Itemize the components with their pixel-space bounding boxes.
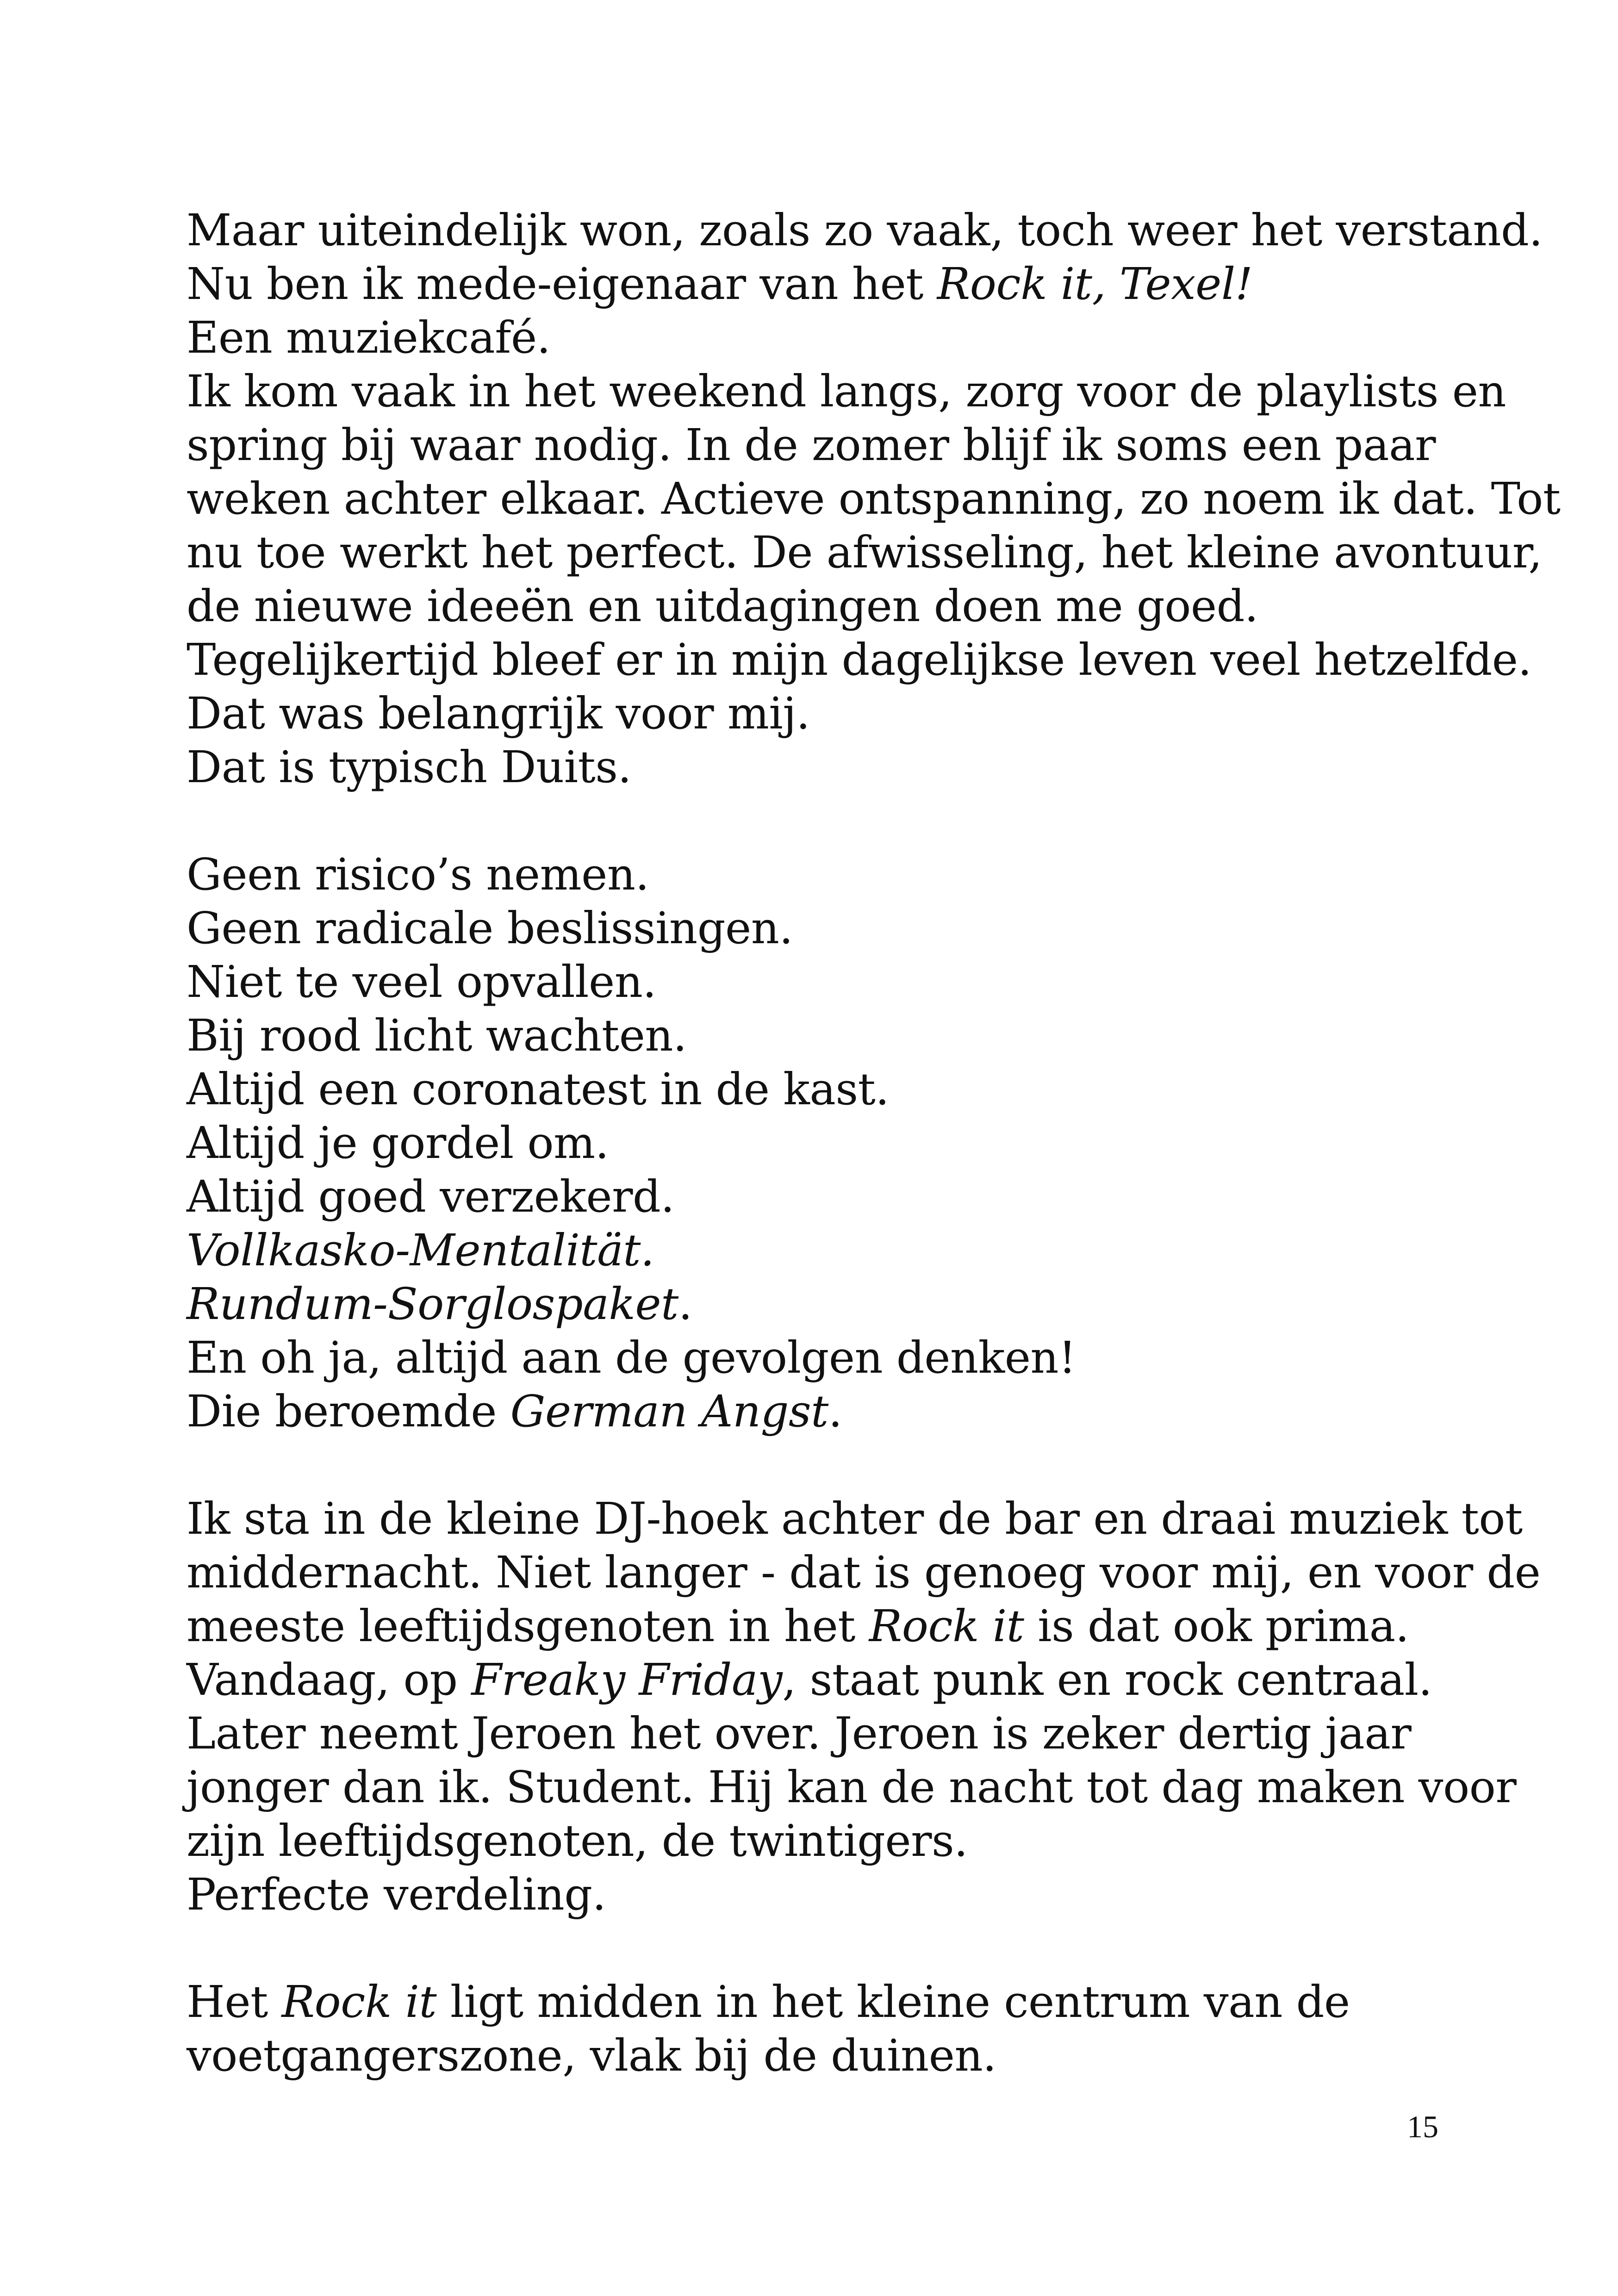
text-run: Perfecte verdeling. <box>187 1869 606 1920</box>
text-line <box>187 1975 1482 2029</box>
text-line <box>187 1116 1482 1170</box>
text-run: Dat was belangrijk voor mij. <box>187 688 810 739</box>
text-line <box>187 633 1532 687</box>
text-run: ligt midden in het kleine centrum van de <box>436 1977 1350 2028</box>
text-run: Altijd je gordel om. <box>187 1118 609 1169</box>
text-run: is dat ook prima. <box>1024 1601 1409 1652</box>
text-run: Een muziekcafé. <box>187 312 551 363</box>
text-line <box>187 311 1482 365</box>
italic-text: Rundum-Sorglospaket <box>187 1279 678 1330</box>
text-line <box>187 1653 1482 1707</box>
text-run: zijn leeftijdsgenoten, de twintigers. <box>187 1816 968 1867</box>
paragraph-gap <box>187 1922 1482 1975</box>
text-line <box>187 579 1482 633</box>
text-line <box>187 1546 1541 1599</box>
text-run: . <box>828 1386 842 1437</box>
paragraph-gap <box>187 1438 1482 1492</box>
text-run: Nu ben ik mede-eigenaar van het <box>187 259 937 310</box>
text-run: de nieuwe ideeën en uitdagingen doen me goed. <box>187 581 1258 632</box>
text-line <box>187 1868 1482 1922</box>
paragraph <box>187 848 1482 1438</box>
text-line <box>187 1009 1482 1063</box>
italic-text: Vollkasko-Mentalität. <box>187 1225 654 1276</box>
body-text <box>187 204 1561 2083</box>
text-line <box>187 1707 1482 1761</box>
text-line <box>187 526 1542 579</box>
paragraph <box>187 204 1561 794</box>
italic-text: Freaky Friday <box>471 1655 783 1705</box>
text-run: Geen radicale beslissingen. <box>187 903 793 954</box>
text-line <box>187 1761 1517 1814</box>
text-line <box>187 848 1482 902</box>
text-run: Altijd goed verzekerd. <box>187 1171 675 1222</box>
text-line <box>187 1385 1482 1438</box>
text-run: . <box>678 1279 692 1330</box>
text-run: meeste leeftijdsgenoten in het <box>187 1601 869 1652</box>
text-line <box>187 2029 1482 2083</box>
text-line <box>187 740 1482 794</box>
text-run: middernacht. Niet langer - dat is genoeg voor mij, en voor de <box>187 1547 1541 1598</box>
text-line <box>187 1170 1482 1224</box>
text-run: Niet te veel opvallen. <box>187 957 657 1008</box>
text-run: Het <box>187 1977 282 2028</box>
text-line <box>187 1224 1482 1277</box>
text-run: Later neemt Jeroen het over. Jeroen is zeker dertig jaar <box>187 1708 1412 1759</box>
text-run: Tegelijkertijd bleef er in mijn dagelijkse leven veel hetzelfde. <box>187 635 1532 685</box>
text-line <box>187 902 1482 955</box>
text-line <box>187 955 1482 1009</box>
page-number: 15 <box>1407 2109 1438 2144</box>
text-line <box>187 1492 1523 1546</box>
text-run: voetgangerszone, vlak bij de duinen. <box>187 2030 996 2081</box>
text-run: jonger dan ik. Student. Hij kan de nacht tot dag maken voor <box>187 1762 1517 1813</box>
text-run: spring bij waar nodig. In de zomer blijf ik soms een paar <box>187 420 1436 471</box>
text-run: Dat is typisch Duits. <box>187 742 632 793</box>
text-run: Die beroemde <box>187 1386 510 1437</box>
text-run: Bij rood licht wachten. <box>187 1010 687 1061</box>
text-run: Vandaag, op <box>187 1655 472 1705</box>
text-line <box>187 365 1506 418</box>
text-line <box>187 418 1482 472</box>
paragraph <box>187 1975 1482 2083</box>
text-line <box>187 1814 1482 1868</box>
italic-text: Rock it, Texel! <box>937 259 1253 310</box>
text-line <box>187 472 1561 526</box>
text-run: , staat punk en rock centraal. <box>782 1655 1432 1705</box>
text-line <box>187 257 1482 311</box>
italic-text: German Angst <box>510 1386 828 1437</box>
text-run: Geen risico’s nemen. <box>187 849 649 900</box>
text-line <box>187 1599 1482 1653</box>
text-run: En oh ja, altijd aan de gevolgen denken! <box>187 1332 1076 1383</box>
text-run: Altijd een coronatest in de kast. <box>187 1064 890 1115</box>
text-run: nu toe werkt het perfect. De afwisseling, het kleine avontuur, <box>187 527 1542 578</box>
paragraph <box>187 1492 1541 1922</box>
italic-text: Rock it <box>281 1977 437 2028</box>
text-line <box>187 1063 1482 1116</box>
paragraph-gap <box>187 794 1482 848</box>
text-run: weken achter elkaar. Actieve ontspanning, zo noem ik dat. Tot <box>187 473 1561 524</box>
text-line <box>187 1331 1482 1385</box>
text-line <box>187 1277 1482 1331</box>
text-run: Ik sta in de kleine DJ-hoek achter de bar en draai muziek tot <box>187 1493 1523 1544</box>
text-line <box>187 204 1543 257</box>
text-run: Maar uiteindelijk won, zoals zo vaak, toch weer het verstand. <box>187 205 1543 256</box>
italic-text: Rock it <box>869 1601 1024 1652</box>
text-run: Ik kom vaak in het weekend langs, zorg voor de playlists en <box>187 366 1506 417</box>
text-line <box>187 687 1482 740</box>
